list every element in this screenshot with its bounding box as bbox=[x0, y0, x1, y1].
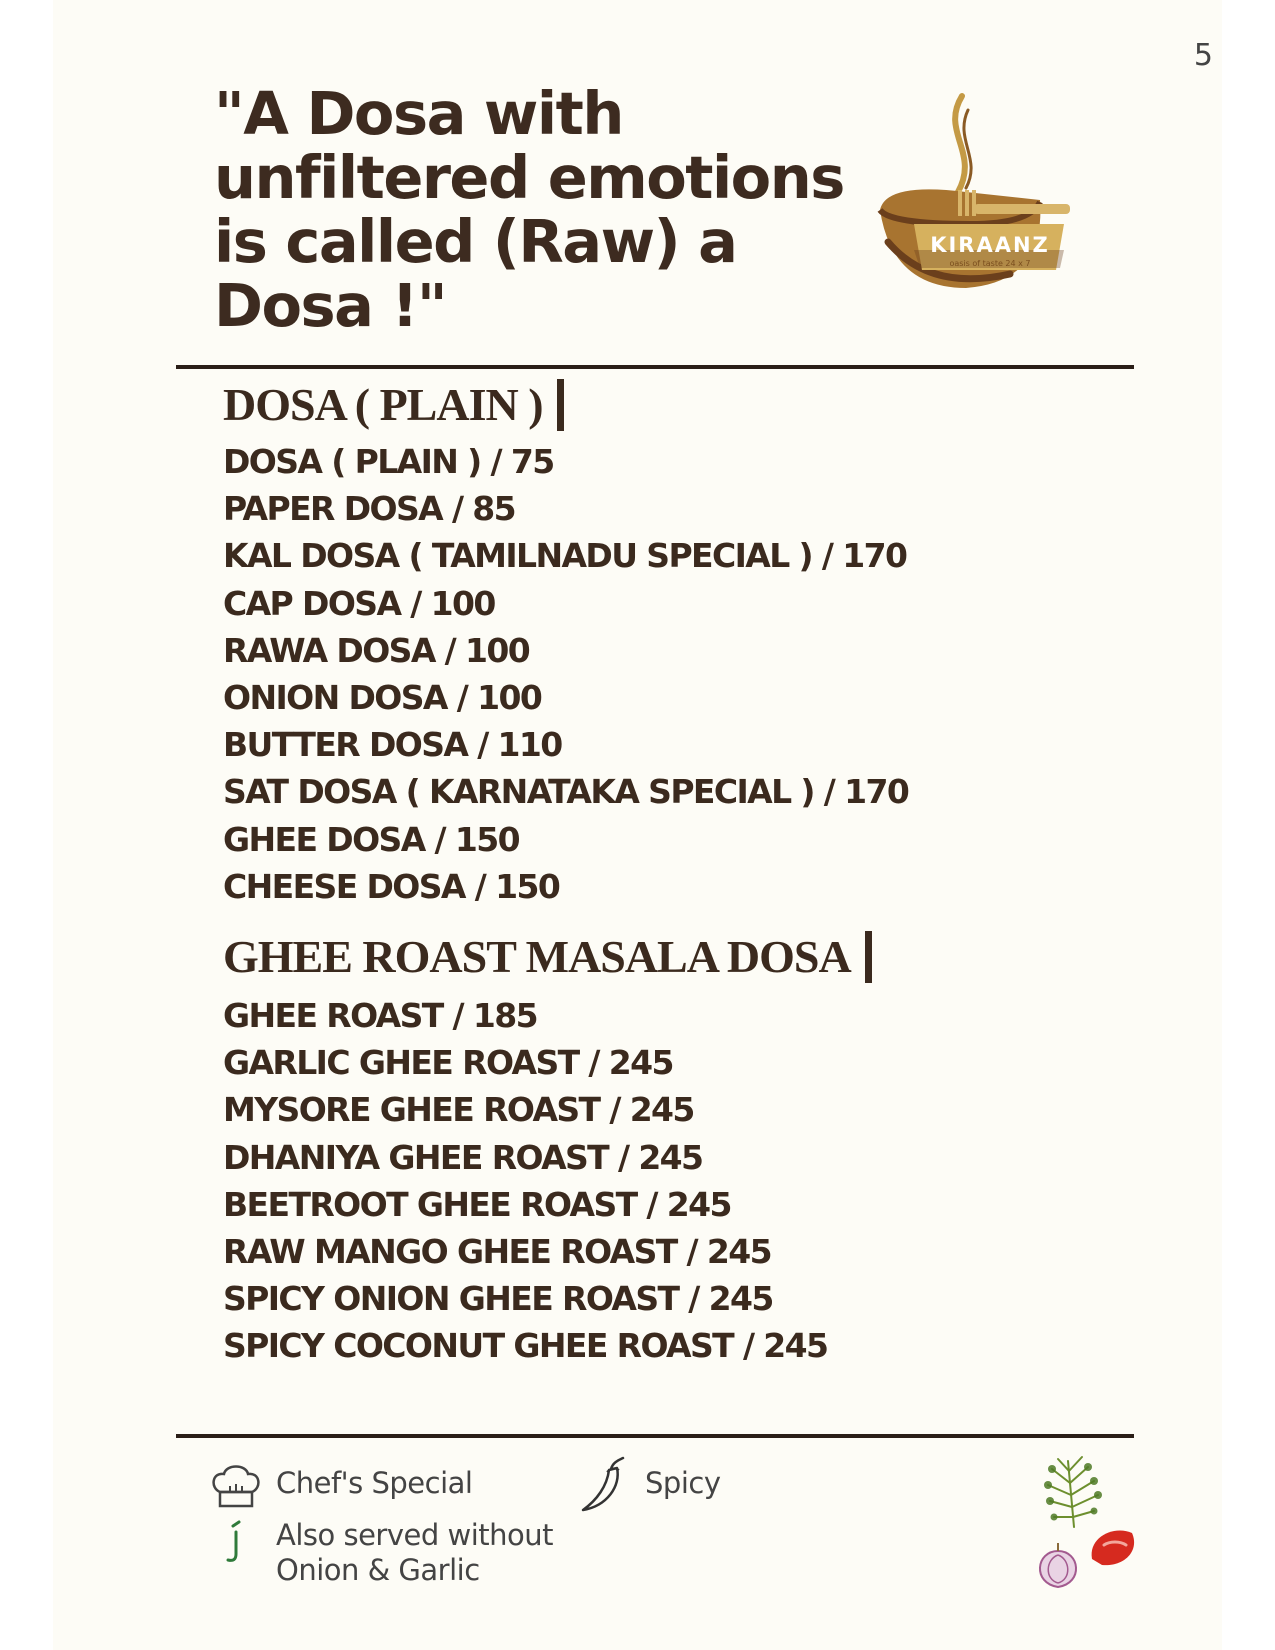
title-bar-decoration bbox=[557, 379, 564, 431]
top-divider bbox=[176, 365, 1134, 369]
logo-tagline: oasis of taste 24 x 7 bbox=[949, 259, 1031, 268]
menu-item: DOSA ( PLAIN ) / 75 bbox=[223, 442, 554, 481]
menu-item: CAP DOSA / 100 bbox=[223, 583, 495, 623]
kiraanz-logo bbox=[870, 92, 1120, 312]
dosa-plain-list bbox=[223, 438, 908, 910]
logo-name: KIRAANZ bbox=[930, 233, 1050, 257]
menu-item: SAT DOSA ( KARNATAKA SPECIAL ) / 170 bbox=[223, 772, 909, 812]
legend-jain-line2: Onion & Garlic bbox=[276, 1553, 480, 1587]
section-title-text: GHEE ROAST MASALA DOSA bbox=[223, 931, 851, 982]
ghee-roast-list bbox=[223, 992, 827, 1370]
menu-item: MYSORE GHEE ROAST / 245 bbox=[223, 1090, 694, 1130]
vegetables-illustration-icon bbox=[1028, 1455, 1140, 1590]
section-title-text: DOSA ( PLAIN ) bbox=[223, 379, 543, 430]
menu-item: BUTTER DOSA / 110 bbox=[223, 725, 562, 765]
legend-chefs-special: Chef's Special bbox=[276, 1466, 473, 1500]
menu-item: DHANIYA GHEE ROAST / 245 bbox=[223, 1137, 703, 1177]
menu-item: GARLIC GHEE ROAST / 245 bbox=[223, 1043, 673, 1083]
menu-item: RAWA DOSA / 100 bbox=[223, 630, 530, 670]
menu-item: RAW MANGO GHEE ROAST / 245 bbox=[223, 1232, 771, 1272]
chef-hat-icon bbox=[210, 1462, 262, 1510]
menu-item: ONION DOSA / 100 bbox=[223, 678, 542, 718]
bottom-divider bbox=[176, 1434, 1134, 1438]
menu-item: GHEE DOSA / 150 bbox=[223, 819, 519, 859]
jain-icon bbox=[224, 1520, 246, 1566]
menu-item: SPICY COCONUT GHEE ROAST / 245 bbox=[223, 1326, 828, 1366]
menu-item: GHEE ROAST / 185 bbox=[223, 996, 537, 1035]
chili-icon bbox=[577, 1456, 629, 1516]
menu-item: KAL DOSA ( TAMILNADU SPECIAL ) / 170 bbox=[223, 536, 907, 576]
title-bar-decoration bbox=[865, 931, 872, 983]
section-title-dosa-plain bbox=[223, 378, 564, 431]
legend-jain-line1: Also served without bbox=[276, 1518, 553, 1552]
menu-item: CHEESE DOSA / 150 bbox=[223, 866, 560, 906]
page-number: 5 bbox=[1193, 38, 1213, 73]
menu-item: SPICY ONION GHEE ROAST / 245 bbox=[223, 1279, 773, 1319]
page-quote: "A Dosa with unfiltered emotions is called (Raw) a Dosa !" bbox=[214, 79, 844, 340]
section-title-ghee-roast bbox=[223, 930, 872, 983]
menu-item: BEETROOT GHEE ROAST / 245 bbox=[223, 1184, 731, 1224]
menu-item: PAPER DOSA / 85 bbox=[223, 489, 516, 529]
legend-spicy: Spicy bbox=[645, 1466, 721, 1500]
